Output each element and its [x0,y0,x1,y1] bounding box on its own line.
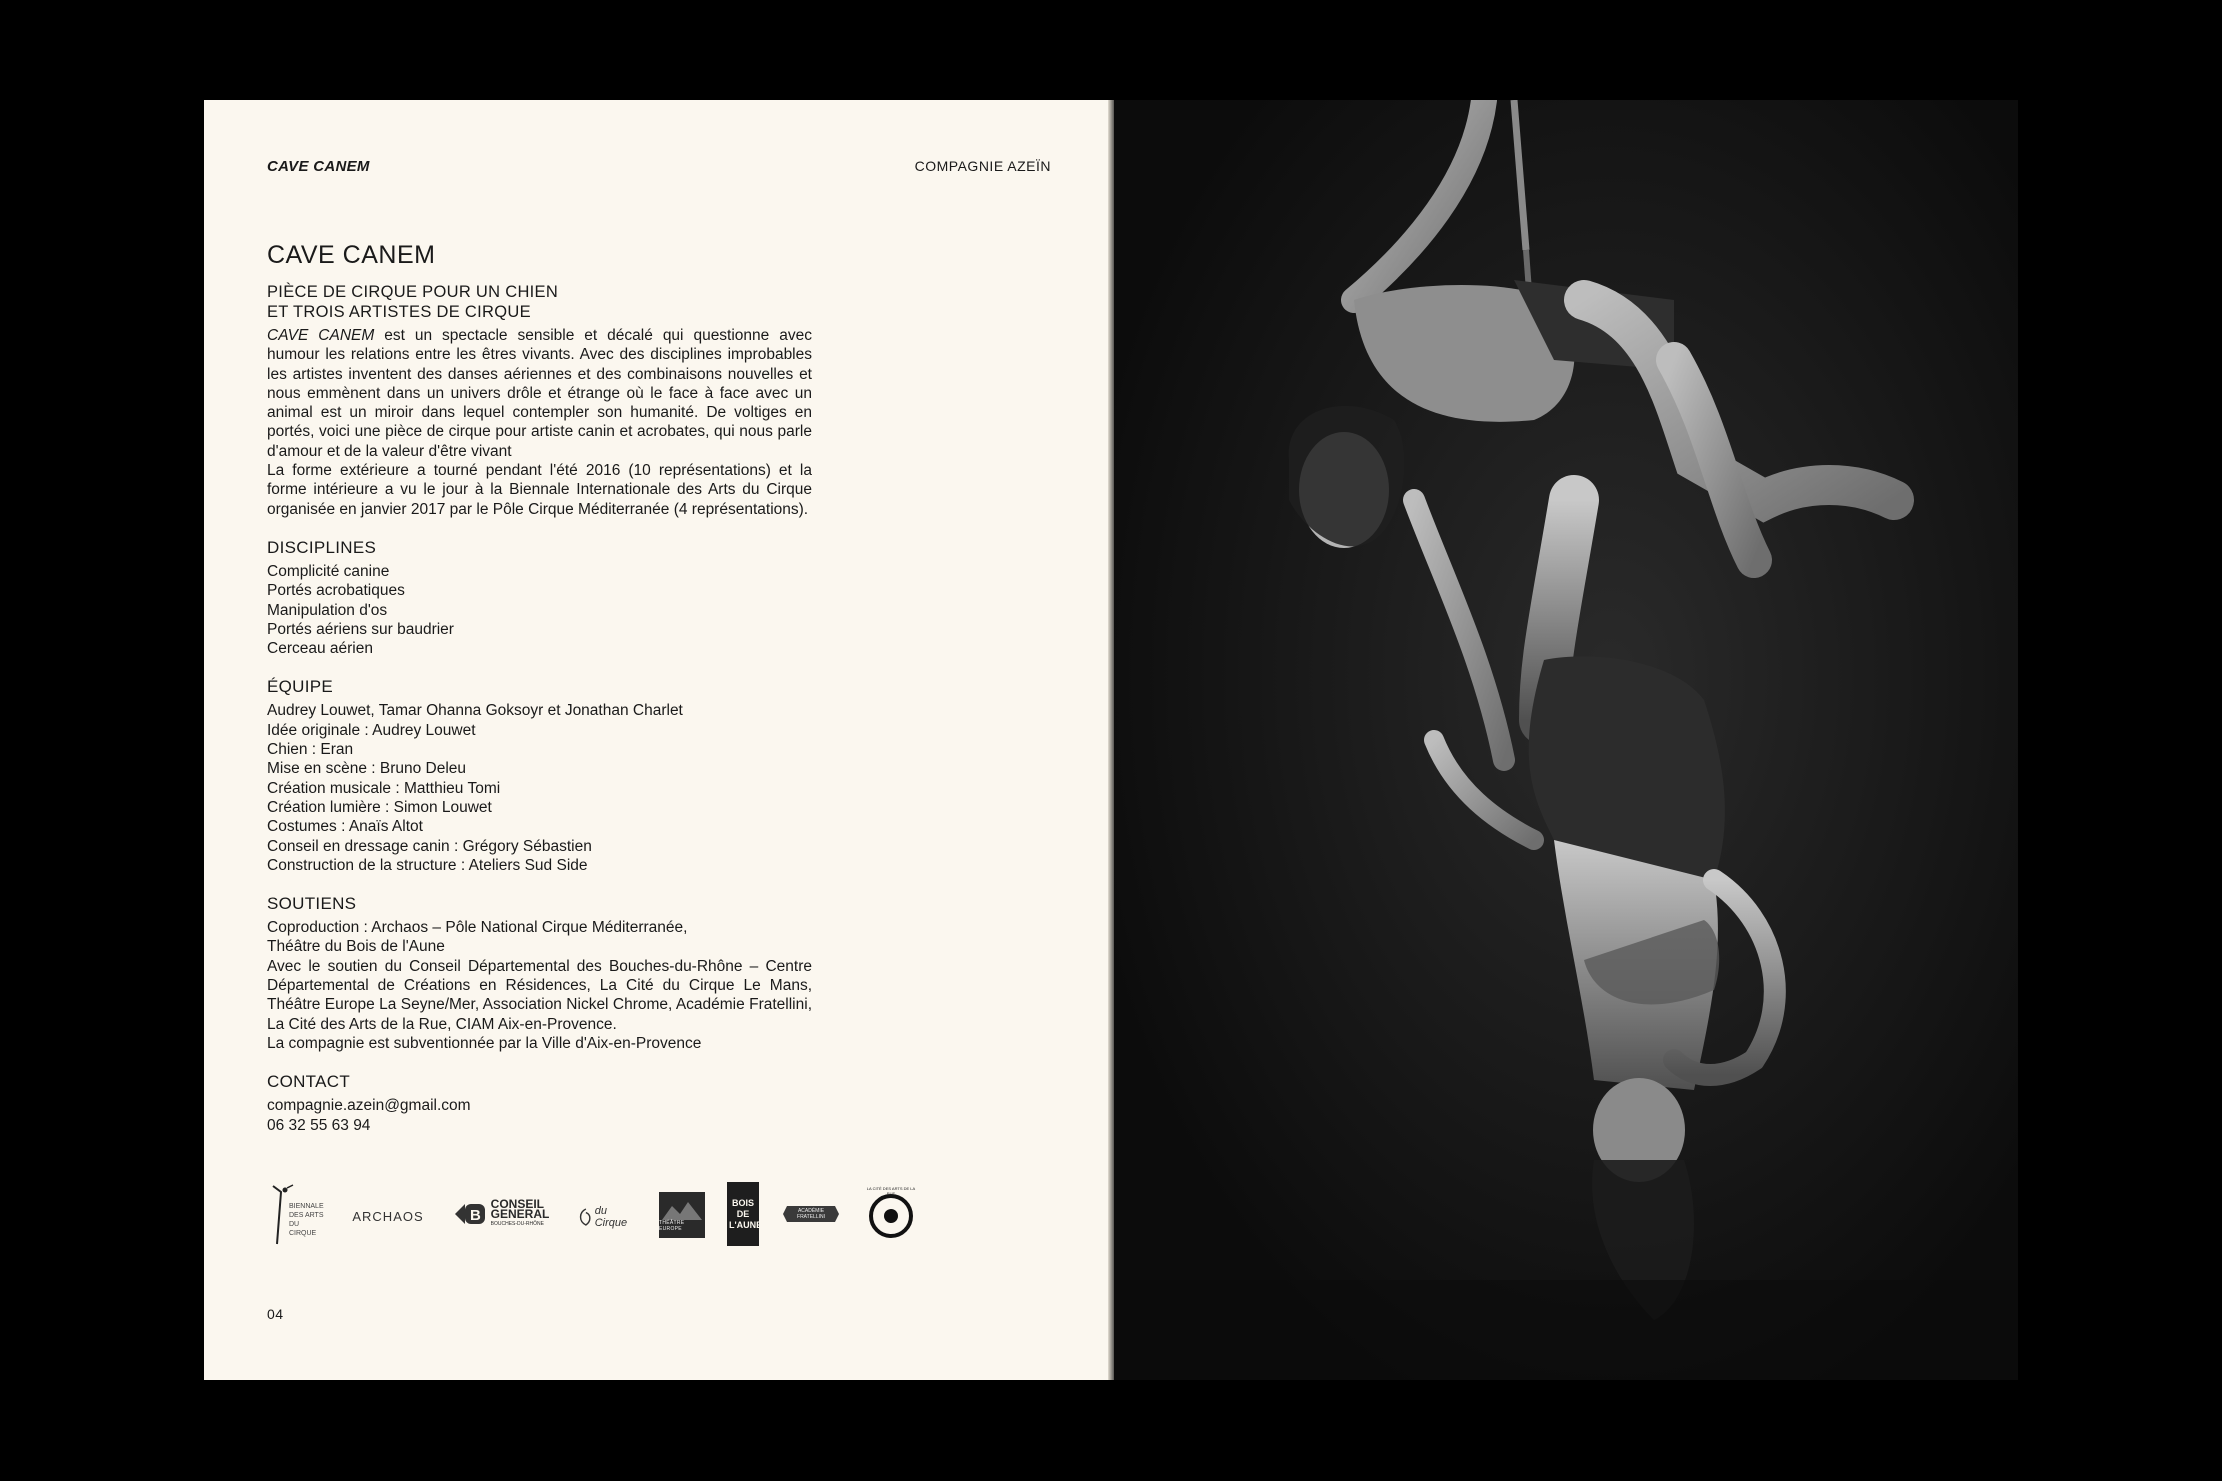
contact-block [267,1096,812,1135]
equipe-heading: ÉQUIPE [267,677,334,697]
contact-phone[interactable]: 06 32 55 63 94 [267,1116,371,1134]
partner-logos [267,1182,927,1252]
running-header-left: CAVE CANEM [267,158,370,175]
theatre-europe-mountains-icon [662,1198,702,1220]
running-header-right: COMPAGNIE AZEÏN [914,158,1051,174]
intro-italic-title: CAVE CANEM [267,327,375,344]
left-page [204,100,1111,1380]
disciplines-list [267,562,812,658]
coproduction-line-1: Coproduction : Archaos – Pôle National Cirque Méditerranée, [267,919,688,937]
svg-text:B: B [469,1207,481,1224]
bois-aune-text: BOIS DE L'AUNE [729,1197,763,1230]
list-item: Construction de la structure : Ateliers Sud Side [267,856,588,874]
subtitle-line-2: ET TROIS ARTISTES DE CIRQUE [267,303,531,321]
cite-du-cirque-logo [577,1202,637,1232]
list-item: Complicité canine [267,562,390,580]
subvention-text: La compagnie est subventionnée par la Ville d'Aix-en-Provence [267,1034,702,1052]
cite-cirque-text: du Cirque [594,1205,628,1229]
subtitle [267,282,812,322]
bois-de-laune-logo [727,1182,763,1246]
list-item: Costumes : Anaïs Altot [267,818,423,836]
list-item: Chien : Eran [267,741,354,759]
conseil-line-3: BOUCHES-DU-RHÔNE [490,1221,544,1227]
soutiens-block [267,918,812,1053]
page-number: 04 [267,1306,284,1322]
list-item: Création lumière : Simon Louwet [267,798,492,816]
right-page-photo [1114,100,2018,1380]
fratellini-text: ACADÉMIE FRATELLINI [797,1208,825,1220]
conseil-line-2: GENERAL [490,1207,550,1221]
archaos-logo [352,1204,424,1228]
conseil-line-1: CONSEIL [490,1197,544,1211]
soutiens-heading: SOUTIENS [267,894,357,914]
disciplines-heading: DISCIPLINES [267,537,377,557]
intro-paragraph-1 [267,326,812,461]
list-item: Portés acrobatiques [267,582,405,600]
aerial-acrobats-photo [1114,100,2018,1380]
cite-arts-rue-text: LA CITÉ DES ARTS DE LA RUE [866,1186,916,1196]
page-title: CAVE CANEM [267,241,436,269]
main-content [267,240,812,1135]
conseil-general-b-icon [453,1200,487,1228]
list-item: Portés aériens sur baudrier [267,620,454,638]
list-item: Idée originale : Audrey Louwet [267,721,476,739]
theatre-europe-logo [659,1192,705,1238]
equipe-list [267,701,812,875]
list-item: Cerceau aérien [267,640,373,658]
list-item: Manipulation d'os [267,601,388,619]
cite-arts-rue-logo [863,1186,919,1242]
conseil-general-text [491,1199,550,1229]
archaos-logo-text: ARCHAOS [352,1208,424,1224]
theatre-europe-text: THÉÂTRE EUROPE [659,1220,685,1232]
list-item: Audrey Louwet, Tamar Ohanna Goksoyr et Jonathan Charlet [267,702,683,720]
subtitle-line-1: PIÈCE DE CIRQUE POUR UN CHIEN [267,283,559,301]
list-item: Création musicale : Matthieu Tomi [267,779,501,797]
academie-fratellini-logo [783,1202,839,1226]
biennale-logo [267,1182,327,1248]
intro-text: est un spectacle sensible et décalé qui questionne avec humour les relations entre les êtres vivants. Avec des disciplines improbables les artistes inventent des danses aériennes et des combinaisons nouvelles et nous emmènent dans un univers drôle et étrange où le face à face avec un animal est un miroir dans lequel contempler son humanité. De voltiges en portés, voici une pièce de cirque pour artiste canin et acrobates, qui nous parle d'amour et de la valeur d'être vivant [267,327,812,460]
soutien-text: Avec le soutien du Conseil Départemental des Bouches-du-Rhône – Centre Départemental de Créations en Résidences, La Cité du Cirque Le Mans, Théâtre Europe La Seyne/Mer, Association Nickel Chrome, Académie Fratellini, La Cité des Arts de la Rue, CIAM Aix-en-Provence. [267,957,812,1033]
list-item: Conseil en dressage canin : Grégory Sébastien [267,837,592,855]
coproduction-line-2: Théâtre du Bois de l'Aune [267,938,445,956]
contact-email[interactable]: compagnie.azein@gmail.com [267,1097,471,1115]
biennale-logo-text: BIENNALE DES ARTS DU CIRQUE [289,1203,324,1237]
cite-cirque-swirl-icon [577,1206,595,1228]
list-item: Mise en scène : Bruno Deleu [267,760,467,778]
conseil-general-logo [445,1198,557,1230]
contact-heading: CONTACT [267,1072,350,1092]
intro-paragraph-2: La forme extérieure a tourné pendant l'été 2016 (10 représentations) et la forme intérieure a vu le jour à la Biennale Internationale des Arts du Cirque organisée en janvier 2017 par le Pôle Cirque Méditerranée (4 représentations). [267,462,812,518]
